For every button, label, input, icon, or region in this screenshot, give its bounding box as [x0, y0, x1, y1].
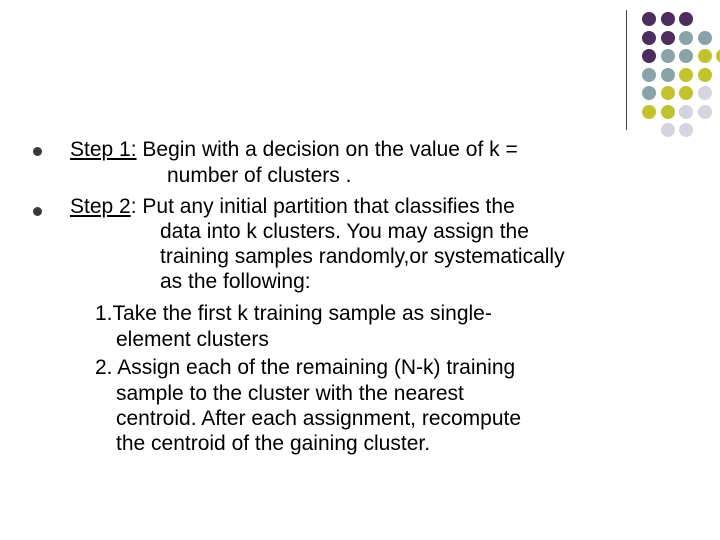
step1-label: Step 1: [70, 138, 137, 161]
bullet-icon [33, 147, 42, 156]
step1-text: Begin with a decision on the value of k = [136, 138, 518, 161]
sub1-line-1: 1.Take the first k training sample as single- [95, 302, 492, 325]
bullet-icon [33, 207, 42, 216]
step2-line-3: training samples randomly,or systematically [160, 245, 565, 268]
sub2-line-1: 2. Assign each of the remaining (N-k) training [95, 356, 516, 379]
step2-label: Step 2 [70, 195, 131, 218]
sub2-line-4: the centroid of the gaining cluster. [116, 432, 431, 455]
step2-text: : Put any initial partition that classifies the [130, 195, 515, 218]
step2-line-4: as the following: [160, 270, 311, 293]
step2-line-1 [70, 197, 515, 218]
sub2-line-3: centroid. After each assignment, recompute [116, 407, 522, 430]
step2-line-2: data into k clusters. You may assign the [160, 220, 529, 243]
sub1-line-2: element clusters [116, 328, 269, 351]
step1-line-1 [70, 140, 518, 161]
sub2-line-2: sample to the cluster with the nearest [116, 382, 464, 405]
step1-line-2: number of clusters . [167, 164, 352, 187]
